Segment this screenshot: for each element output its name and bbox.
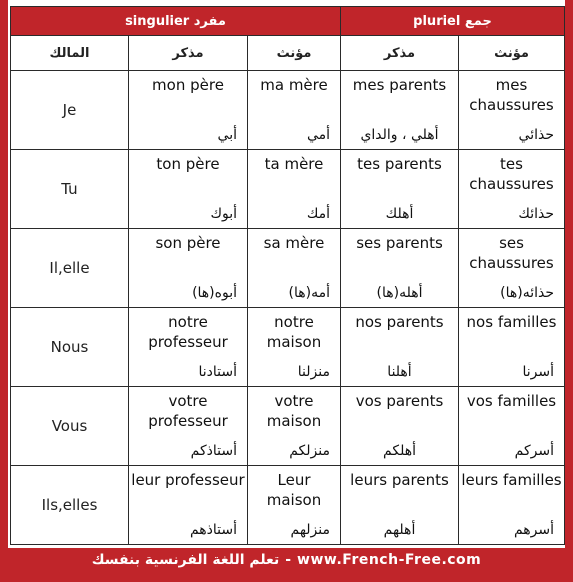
singular-feminine-arabic: أمي	[306, 127, 330, 143]
singular-feminine-french: Leur maison	[266, 471, 322, 509]
plural-masculine-cell	[341, 229, 459, 308]
plural-feminine-french: vos familles	[466, 392, 557, 410]
pronoun-cell: Nous	[11, 308, 129, 387]
plural-masculine-cell	[341, 466, 459, 545]
singular-masculine-cell	[129, 150, 248, 229]
singular-feminine-cell	[248, 71, 341, 150]
plural-feminine-arabic: حذائه(ها)	[500, 285, 554, 301]
owner-header: المالك	[11, 36, 129, 71]
singular-masculine-cell	[129, 466, 248, 545]
singular-masculine-cell	[129, 229, 248, 308]
table-row	[11, 308, 565, 387]
plural-masculine-french: leurs parents	[350, 471, 449, 489]
singular-masculine-french: mon père	[152, 76, 224, 94]
plural-feminine-cell	[459, 466, 565, 545]
singular-feminine-french: votre maison	[266, 392, 322, 430]
plural-masculine-cell	[341, 150, 459, 229]
plural-masculine-header: مذكر	[341, 36, 459, 71]
plural-feminine-french: ses chaussures	[469, 234, 554, 272]
singular-masculine-french: votre professeur	[148, 392, 228, 430]
singular-masculine-header: مذكر	[129, 36, 248, 71]
singular-feminine-cell	[248, 466, 341, 545]
plural-masculine-french: mes parents	[352, 76, 447, 94]
pronoun-cell: Vous	[11, 387, 129, 466]
subheader-row	[11, 36, 565, 71]
pronoun-cell: Ils,elles	[11, 466, 129, 545]
singular-feminine-arabic: أمه(ها)	[288, 285, 330, 301]
possessive-adjectives-table	[10, 6, 565, 545]
singular-feminine-cell	[248, 150, 341, 229]
singular-feminine-french: ta mère	[264, 155, 324, 173]
plural-feminine-header: مؤنث	[459, 36, 565, 71]
singular-feminine-header: مؤنث	[248, 36, 341, 71]
pronoun-cell: Je	[11, 71, 129, 150]
plural-masculine-arabic: أهلهم	[383, 522, 416, 538]
singular-feminine-arabic: منزلكم	[289, 443, 330, 459]
singular-feminine-cell	[248, 387, 341, 466]
plural-masculine-french: ses parents	[356, 234, 443, 252]
singular-masculine-french: notre professeur	[148, 313, 228, 351]
table-row	[11, 229, 565, 308]
singular-masculine-french: son père	[155, 234, 221, 252]
plural-masculine-cell	[341, 387, 459, 466]
header-row	[11, 7, 565, 36]
plural-feminine-cell	[459, 308, 565, 387]
singular-masculine-arabic: أستاذكم	[190, 443, 237, 459]
table-row	[11, 387, 565, 466]
plural-feminine-cell	[459, 71, 565, 150]
pronoun-cell: Tu	[11, 150, 129, 229]
plural-feminine-cell	[459, 150, 565, 229]
singular-masculine-french: ton père	[156, 155, 220, 173]
singular-masculine-arabic: أستادنا	[198, 364, 237, 380]
plural-masculine-arabic: أهله(ها)	[376, 285, 423, 301]
plural-masculine-french: nos parents	[355, 313, 444, 331]
singular-feminine-cell	[248, 308, 341, 387]
singular-feminine-arabic: منزلهم	[290, 522, 330, 538]
plural-masculine-french: vos parents	[355, 392, 444, 410]
plural-feminine-french: tes chaussures	[469, 155, 554, 193]
plural-feminine-cell	[459, 387, 565, 466]
singular-feminine-cell	[248, 229, 341, 308]
singular-feminine-arabic: أمك	[306, 206, 330, 222]
plural-feminine-cell	[459, 229, 565, 308]
table-row	[11, 71, 565, 150]
singular-masculine-cell	[129, 387, 248, 466]
plural-masculine-arabic: أهلكم	[383, 443, 416, 459]
pronoun-cell: Il,elle	[11, 229, 129, 308]
plural-masculine-french: tes parents	[357, 155, 442, 173]
singular-masculine-arabic: أبي	[217, 127, 237, 143]
singular-masculine-cell	[129, 308, 248, 387]
plural-masculine-arabic: أهلنا	[387, 364, 412, 380]
singular-feminine-french: sa mère	[263, 234, 325, 252]
plural-masculine-cell	[341, 308, 459, 387]
singular-header: singulier مفرد	[11, 7, 341, 36]
table-row	[11, 150, 565, 229]
plural-feminine-french: mes chaussures	[469, 76, 554, 114]
footer-arabic: تعلم اللغة الفرنسية بنفسك	[91, 552, 280, 568]
footer-site-link[interactable]: www.French-Free.com	[297, 552, 482, 568]
table-row	[11, 466, 565, 545]
singular-masculine-arabic: أستاذهم	[189, 522, 237, 538]
grammar-sheet	[8, 0, 565, 548]
plural-masculine-cell	[341, 71, 459, 150]
singular-masculine-cell	[129, 71, 248, 150]
singular-feminine-french: ma mère	[260, 76, 328, 94]
plural-feminine-arabic: حذائك	[518, 206, 554, 222]
plural-masculine-arabic: أهلي ، والداي	[360, 127, 439, 143]
singular-masculine-arabic: أبوك	[210, 206, 237, 222]
footer	[0, 552, 573, 568]
plural-feminine-arabic: حذائي	[518, 127, 554, 143]
plural-feminine-arabic: أسرهم	[513, 522, 554, 538]
plural-feminine-arabic: أسركم	[514, 443, 554, 459]
plural-masculine-arabic: أهلك	[385, 206, 414, 222]
plural-feminine-french: leurs familles	[461, 471, 562, 489]
singular-feminine-french: notre maison	[266, 313, 322, 351]
plural-header: pluriel جمع	[341, 7, 565, 36]
singular-feminine-arabic: منزلنا	[297, 364, 330, 380]
singular-masculine-french: leur professeur	[131, 471, 245, 489]
footer-dash: -	[285, 552, 292, 568]
plural-feminine-french: nos familles	[466, 313, 557, 331]
singular-masculine-arabic: أبوه(ها)	[192, 285, 237, 301]
plural-feminine-arabic: أسرنا	[522, 364, 554, 380]
